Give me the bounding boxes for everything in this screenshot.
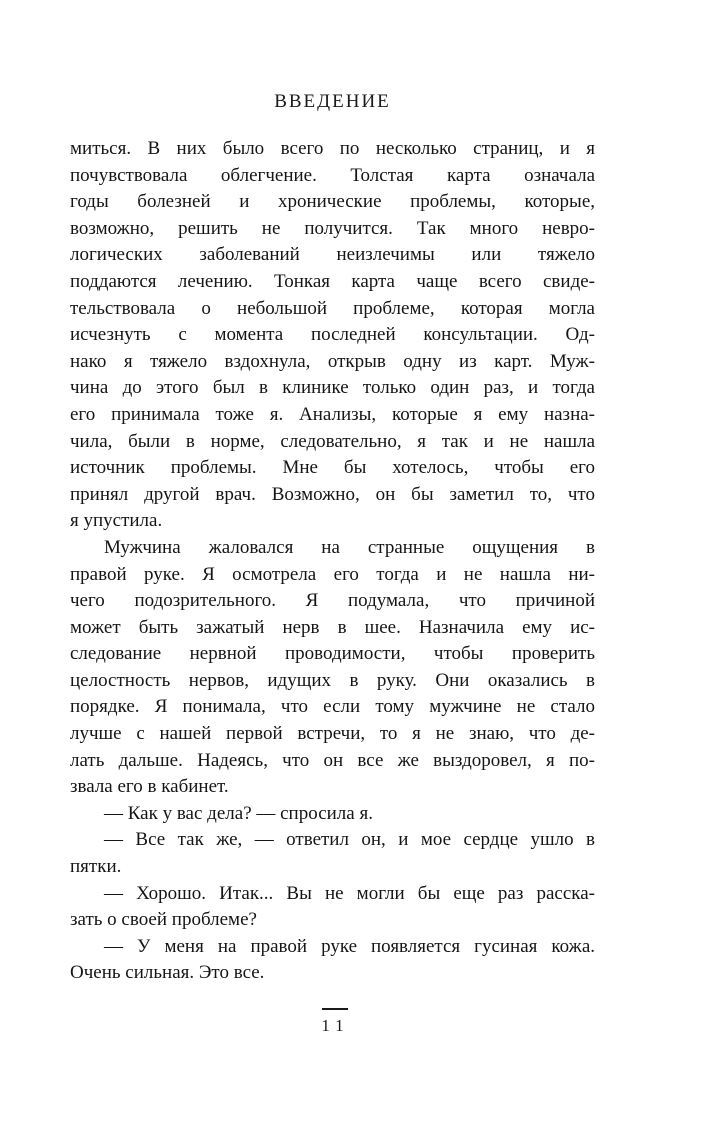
body-line: логических заболеваний неизлечимы или тяжело [70,244,595,266]
body-line: почувствовала облегчение. Толстая карта означала [70,164,595,186]
paragraph [70,934,595,987]
body-line: чина до этого был в клинике только один раз, и тогда [70,377,595,399]
page-number: 11 [321,1016,350,1035]
body-line: чила, были в норме, следовательно, я так и не нашла [70,430,595,452]
body-line: поддаются лечению. Тонкая карта чаще всего свиде- [70,270,595,292]
body-line: источник проблемы. Мне бы хотелось, чтобы его [70,457,595,479]
body-line: возможно, решить не получится. Так много невро- [70,217,595,239]
body-line: миться. В них было всего по несколько страниц, и я [70,138,595,159]
body-line: следование нервной проводимости, чтобы проверить [70,643,595,665]
paragraph [70,136,595,535]
body-line: — Хорошо. Итак... Вы не могли бы еще раз расска- [104,882,595,904]
body-line: принял другой врач. Возможно, он бы заметил то, что [70,483,595,505]
body-line: зать о своей проблеме? [70,909,257,931]
body-line: тельствовала о небольшой проблеме, которая могла [70,297,595,319]
body-line: — Все так же, — ответил он, и мое сердце ушло в [104,829,595,851]
chapter-heading: ВВЕДЕНИЕ [274,91,391,112]
body-line: Мужчина жаловался на странные ощущения в [104,536,595,558]
body-line: нако я тяжело вздохнула, открыв одну из карт. Муж- [70,350,595,372]
paragraph [70,827,595,880]
paragraph [70,881,595,934]
body-line: годы болезней и хронические проблемы, которые, [70,191,595,213]
body-line: я упустила. [70,510,163,532]
body-line: его принимала тоже я. Анализы, которые я ему назна- [70,403,595,425]
body-line: — У меня на правой руке появляется гусиная кожа. [104,935,595,957]
body-line: лать дальше. Надеясь, что он все же выздоровел, я по- [70,749,595,771]
body-line: порядке. Я понимала, что если тому мужчине не стало [70,696,595,718]
paragraph [70,535,595,801]
body-line: исчезнуть с момента последней консультации. Од- [70,324,595,346]
body-line: целостность нервов, идущих в руку. Они оказались в [70,669,595,691]
body-line: чего подозрительного. Я подумала, что причиной [70,590,595,612]
body-line: пятки. [70,856,122,878]
body-text [70,136,595,987]
body-line: может быть зажатый нерв в шее. Назначила ему ис- [70,616,595,638]
footer-rule [322,1008,348,1010]
body-line: звала его в кабинет. [70,776,229,798]
body-line: лучше с нашей первой встречи, то я не знаю, что де- [70,723,595,745]
body-line: Очень сильная. Это все. [70,962,265,984]
paragraph [70,801,595,828]
body-line: правой руке. Я осмотрела его тогда и не нашла ни- [70,563,595,585]
body-line: — Как у вас дела? — спросила я. [104,802,373,824]
